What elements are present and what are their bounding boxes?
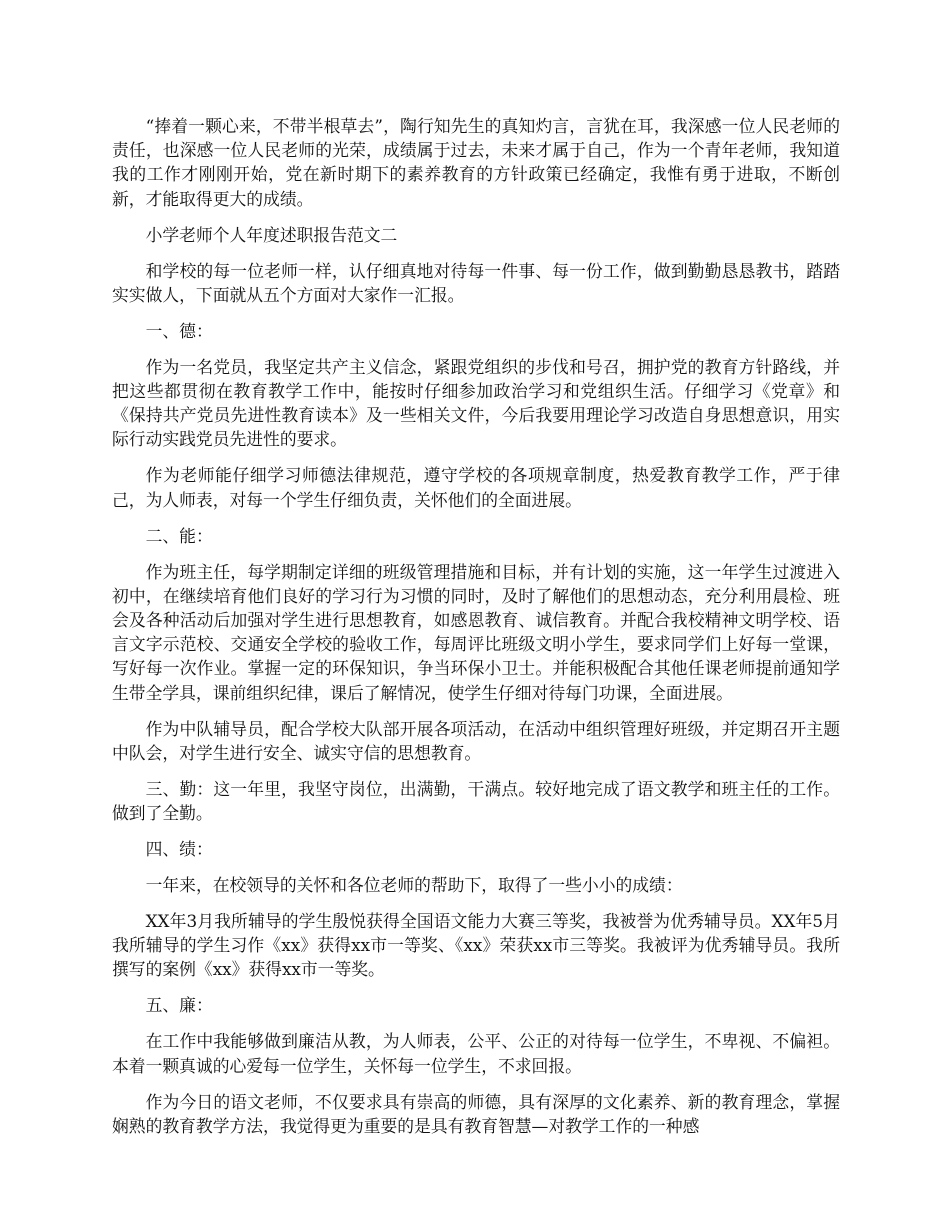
closing-paragraph: 作为今日的语文老师，不仅要求具有崇高的师德，具有深厚的文化素养、新的教育理念，掌握娴熟的教育教学方法，我觉得更为重要的是具有教育智慧—对教学工作的一种感 [112,1091,840,1136]
heading-morality: 一、德： [145,320,213,341]
ability-paragraph-2: 作为中队辅导员，配合学校大队部开展各项活动，在活动中组织管理好班级，并定期召开主题中队会，对学生进行安全、诚实守信的思想教育。 [112,718,840,763]
achievement-paragraph-1: 一年来，在校领导的关怀和各位老师的帮助下，取得了一些小小的成绩： [145,875,683,896]
intro-paragraph: “捧着一颗心来，不带半根草去”，陶行知先生的真知灼言，言犹在耳，我深感一位人民老师的责任，也深感一位人民老师的光荣，成绩属于过去，未来才属于自己，作为一个青年老师，我知道我的工作才刚刚开始，党在新时期下的素养教育的方针政策已经确定，我惟有勇于进取，不断创新，才能取得更大的成绩。 [112,116,840,209]
opening-paragraph: 和学校的每一位老师一样，认仔细真地对待每一件事、每一份工作，做到勤勤恳恳教书，踏踏实实做人，下面就从五个方面对大家作一汇报。 [112,260,840,305]
achievement-paragraph-2: XX年3月我所辅导的学生殷悦获得全国语文能力大赛三等奖，我被誉为优秀辅导员。XX年5月我所辅导的学生习作《xx》获得xx市一等奖、《xx》荣获xx市三等奖。我被评为优秀辅导员。我所撰写的案例《xx》获得xx市一等奖。 [112,911,840,980]
section-title: 小学老师个人年度述职报告范文二 [145,224,398,245]
heading-integrity: 五、廉： [145,995,213,1016]
heading-achievement: 四、绩： [145,839,213,860]
integrity-paragraph: 在工作中我能够做到廉洁从教，为人师表，公平、公正的对待每一位学生，不卑视、不偏袒。本着一颗真诚的心爱每一位学生，关怀每一位学生，不求回报。 [112,1031,840,1076]
document-page [112,114,840,1150]
ability-paragraph-1: 作为班主任，每学期制定详细的班级管理措施和目标，并有计划的实施，这一年学生过渡进入初中，在继续培育他们良好的学习行为习惯的同时，及时了解他们的思想动态，充分利用晨检、班会及各种活动后加强对学生进行思想教育，如感恩教育、诚信教育。并配合我校精神文明学校、语言文字示范校、交通安全学校的验收工作，每周评比班级文明小学生，要求同学们上好每一堂课，写好每一次作业。掌握一定的环保知识，争当环保小卫士。并能积极配合其他任课老师提前通知学生带全学具，课前组织纪律，课后了解情况，使学生仔细对待每门功课，全面进展。 [112,561,840,703]
diligence-paragraph: 三、勤：这一年里，我坚守岗位，出满勤，干满点。较好地完成了语文教学和班主任的工作。做到了全勤。 [112,778,840,824]
heading-ability: 二、能： [145,525,213,546]
morality-paragraph-2: 作为老师能仔细学习师德法律规范，遵守学校的各项规章制度，热爱教育教学工作，严于律己，为人师表，对每一个学生仔细负责，关怀他们的全面进展。 [112,465,840,510]
morality-paragraph-1: 作为一名党员，我坚定共产主义信念，紧跟党组织的步伐和号召，拥护党的教育方针路线，并把这些都贯彻在教育教学工作中，能按时仔细参加政治学习和党组织生活。仔细学习《党章》和《保持共产党员先进性教育读本》及一些相关文件，今后我要用理论学习改造自身思想意识，用实际行动实践党员先进性的要求。 [112,356,840,450]
